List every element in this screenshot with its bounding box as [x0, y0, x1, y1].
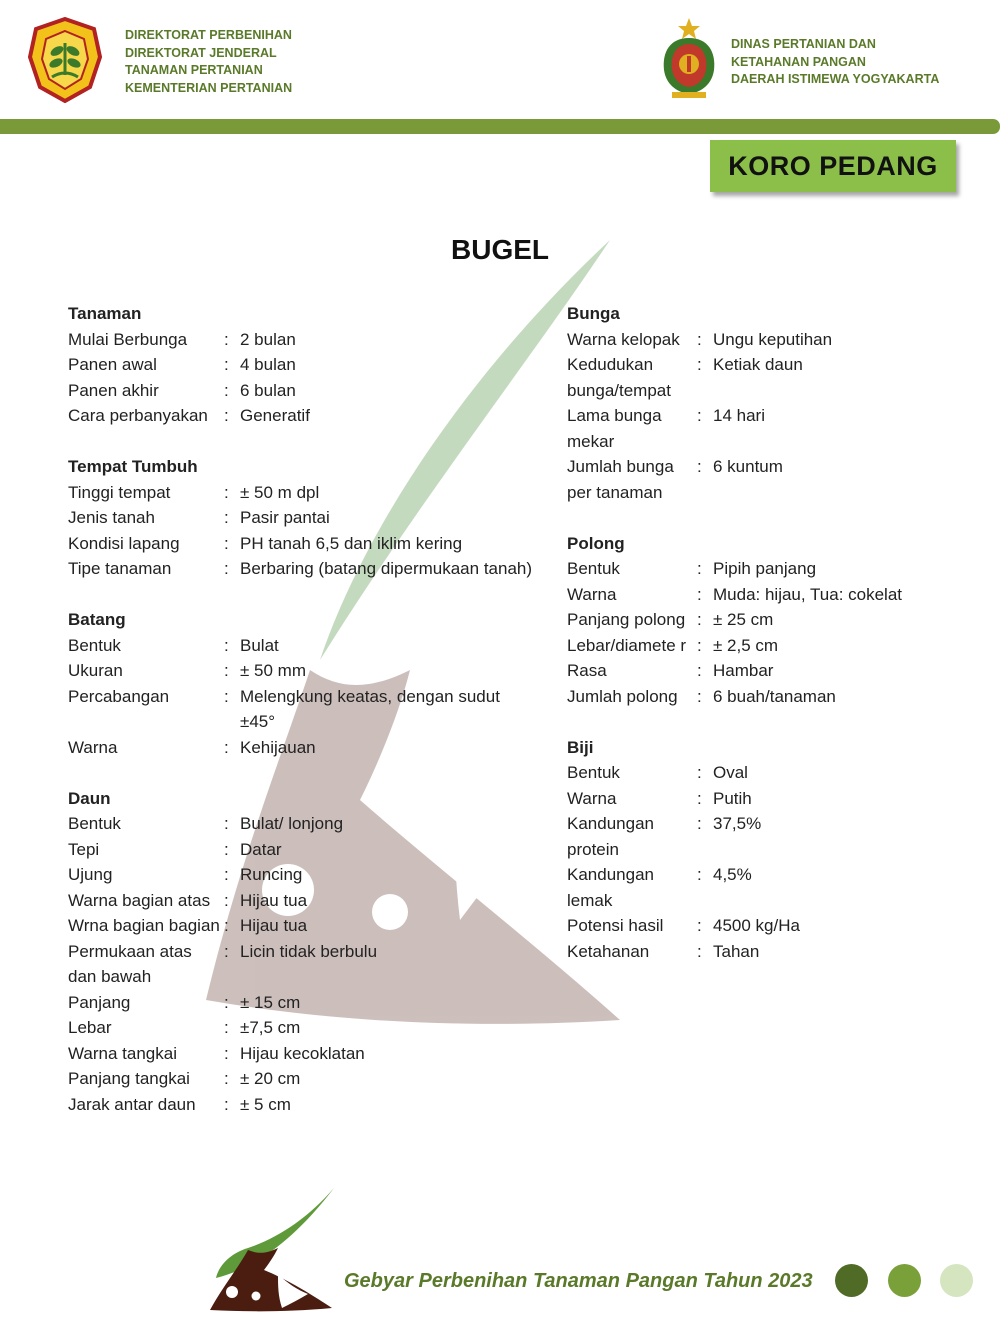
ministry-logo	[28, 17, 102, 103]
spec-label: Warna	[68, 737, 118, 757]
section-title: Biji	[567, 737, 594, 757]
spec-value: Ungu keputihan	[713, 329, 833, 349]
spec-row	[567, 454, 987, 505]
spec-label: Kandungan protein	[567, 814, 654, 859]
spec-row	[68, 913, 538, 939]
colon-separator: :	[224, 661, 229, 680]
spec-value: Tahan	[713, 941, 760, 961]
spec-row	[68, 327, 538, 353]
spec-label: Jenis tanah	[68, 508, 155, 527]
spec-label: Rasa	[567, 661, 607, 680]
section-title: Daun	[68, 788, 111, 808]
spec-label: Ujung	[68, 865, 113, 884]
spec-row	[567, 760, 987, 786]
spec-value: ± 20 cm	[240, 1069, 301, 1088]
spec-label: Panjang polong	[567, 610, 686, 629]
spec-label: Lebar/diamete r	[567, 635, 687, 655]
spec-label: Jarak antar daun	[68, 1094, 196, 1114]
spec-value: Bulat	[240, 635, 279, 655]
spec-label: Permukaan atas dan bawah	[68, 941, 192, 986]
spec-row	[68, 1015, 538, 1041]
spec-row	[567, 352, 987, 403]
spec-value: 6 buah/tanaman	[713, 686, 836, 706]
spec-label: Jumlah polong	[567, 686, 678, 706]
colon-separator: :	[224, 559, 229, 578]
spec-row	[68, 531, 538, 557]
colon-separator: :	[697, 559, 702, 578]
spec-value: Kehijauan	[240, 737, 316, 757]
spec-row	[567, 403, 987, 454]
colon-separator: :	[224, 355, 229, 374]
section-title: Bunga	[567, 304, 620, 323]
spec-row	[567, 786, 987, 812]
colon-separator: :	[224, 1069, 229, 1088]
spec-row	[68, 352, 538, 378]
colon-separator: :	[697, 584, 702, 604]
footer-event-title: Gebyar Perbenihan Tanaman Pangan Tahun 2023	[344, 1270, 813, 1292]
spec-row	[68, 1041, 538, 1067]
footer-leaf-logo	[208, 1188, 338, 1312]
colon-separator: :	[697, 788, 702, 808]
spec-row	[68, 1092, 538, 1118]
spec-row	[567, 607, 987, 633]
colon-separator: :	[224, 737, 229, 757]
org-left-line: TANAMAN PERTANIAN	[125, 63, 263, 77]
variety-name: BUGEL	[451, 234, 549, 265]
spec-label: Panen awal	[68, 355, 157, 374]
spec-value: Hijau kecoklatan	[240, 1043, 365, 1063]
colon-separator: :	[697, 865, 702, 884]
spec-row	[68, 505, 538, 531]
spec-label: Mulai Berbunga	[68, 329, 188, 349]
spec-section	[68, 301, 538, 429]
spec-label: Tipe tanaman	[68, 559, 172, 578]
spec-row	[68, 888, 538, 914]
colon-separator: :	[697, 457, 702, 476]
colon-separator: :	[224, 941, 229, 961]
spec-row	[68, 658, 538, 684]
spec-value: Melengkung keatas, dengan sudut ±45°	[240, 686, 500, 731]
spec-value: ± 50 mm	[240, 661, 307, 680]
spec-row	[68, 480, 538, 506]
spec-row	[68, 862, 538, 888]
org-left-name	[125, 27, 292, 97]
spec-label: Warna tangkai	[68, 1043, 177, 1063]
section-title: Batang	[68, 610, 126, 629]
org-right-line: KETAHANAN PANGAN	[731, 54, 866, 69]
spec-row	[68, 811, 538, 837]
spec-value: Ketiak daun	[713, 355, 803, 374]
colon-separator: :	[697, 686, 702, 706]
colon-separator: :	[697, 329, 702, 349]
spec-label: Ketahanan	[567, 941, 650, 961]
org-right-line: DAERAH ISTIMEWA YOGYAKARTA	[731, 72, 940, 86]
spec-row	[68, 1066, 538, 1092]
spec-section	[68, 607, 538, 760]
spec-value: ± 25 cm	[713, 610, 774, 629]
colon-separator: :	[224, 890, 229, 910]
spec-value: Berbaring (batang dipermukaan tanah)	[240, 559, 533, 578]
spec-value: Hambar	[713, 661, 774, 680]
spec-row	[68, 837, 538, 863]
spec-row	[567, 913, 987, 939]
spec-label: Kondisi lapang	[68, 533, 180, 553]
colon-separator: :	[224, 533, 229, 553]
spec-label: Kedudukan bunga/tempat	[567, 355, 671, 400]
spec-value: 4 bulan	[240, 355, 296, 374]
colon-separator: :	[224, 686, 229, 706]
colon-separator: :	[697, 610, 702, 629]
spec-value: Datar	[240, 839, 282, 859]
colon-separator: :	[224, 839, 229, 859]
commodity-title-box	[710, 140, 956, 192]
spec-value: ± 50 m dpl	[240, 482, 320, 502]
spec-value: Oval	[713, 763, 748, 782]
spec-section	[68, 454, 538, 582]
spec-value: ± 2,5 cm	[713, 635, 779, 655]
spec-label: Cara perbanyakan	[68, 406, 208, 425]
spec-label: Warna	[567, 788, 617, 808]
commodity-title: KORO PEDANG	[728, 150, 938, 181]
spec-label: Warna bagian atas	[68, 890, 211, 910]
colon-separator: :	[224, 1043, 229, 1063]
colon-separator: :	[697, 635, 702, 655]
spec-value: Putih	[713, 788, 752, 808]
org-left-line: DIREKTORAT JENDERAL	[125, 45, 277, 60]
spec-row	[567, 633, 987, 659]
spec-value: Muda: hijau, Tua: cokelat	[713, 584, 903, 604]
spec-row	[68, 735, 538, 761]
colon-separator: :	[224, 1018, 229, 1037]
header-divider-bar	[0, 119, 1000, 134]
spec-value: ± 15 cm	[240, 992, 301, 1012]
spec-value: Pipih panjang	[713, 559, 817, 578]
colon-separator: :	[224, 406, 229, 425]
colon-separator: :	[697, 763, 702, 782]
spec-section	[567, 531, 987, 710]
colon-separator: :	[697, 916, 702, 935]
spec-label: Tinggi tempat	[68, 482, 171, 502]
spec-value: 37,5%	[713, 814, 762, 833]
colon-separator: :	[224, 1094, 229, 1114]
spec-value: Hijau tua	[240, 890, 308, 910]
spec-value: ± 5 cm	[240, 1094, 291, 1114]
spec-row	[68, 939, 538, 990]
spec-value: Bulat/ lonjong	[240, 814, 344, 833]
spec-label: Tepi	[68, 839, 100, 859]
spec-row	[567, 327, 987, 353]
section-title: Tempat Tumbuh	[68, 457, 198, 476]
spec-row	[68, 556, 538, 582]
spec-label: Bentuk	[567, 559, 620, 578]
spec-label: Kandungan lemak	[567, 865, 654, 910]
spec-value: Licin tidak berbulu	[240, 941, 378, 961]
colon-separator: :	[697, 406, 702, 425]
footer-dot-mid	[888, 1264, 921, 1297]
spec-row	[68, 990, 538, 1016]
spec-value: PH tanah 6,5 dan iklim kering	[240, 533, 463, 553]
diy-emblem-logo	[658, 16, 720, 100]
spec-row	[68, 684, 538, 735]
colon-separator: :	[697, 941, 702, 961]
spec-value: 2 bulan	[240, 329, 296, 349]
right-spec-column	[567, 301, 987, 990]
left-spec-column	[68, 301, 538, 1143]
colon-separator: :	[224, 635, 229, 655]
spec-value: Runcing	[240, 865, 303, 884]
spec-label: Lebar	[68, 1018, 112, 1037]
colon-separator: :	[697, 661, 702, 680]
spec-value: 6 bulan	[240, 380, 296, 400]
org-left-line: DIREKTORAT PERBENIHAN	[125, 28, 292, 42]
spec-section	[68, 786, 538, 1118]
spec-value: 14 hari	[713, 406, 765, 425]
spec-row	[567, 582, 987, 608]
spec-label: Wrna bagian bagian	[68, 916, 220, 935]
spec-label: Warna	[567, 584, 617, 604]
spec-label: Ukuran	[68, 661, 123, 680]
spec-label: Panjang	[68, 992, 131, 1012]
spec-label: Panjang tangkai	[68, 1069, 190, 1088]
spec-value: ±7,5 cm	[240, 1018, 301, 1037]
section-title: Polong	[567, 533, 625, 553]
colon-separator: :	[224, 508, 229, 527]
colon-separator: :	[224, 482, 229, 502]
spec-value: Pasir pantai	[240, 508, 330, 527]
section-title: Tanaman	[68, 304, 142, 323]
colon-separator: :	[224, 992, 229, 1012]
spec-value: Hijau tua	[240, 916, 308, 935]
footer-dot-dark	[835, 1264, 868, 1297]
spec-row	[68, 378, 538, 404]
spec-label: Warna kelopak	[567, 329, 680, 349]
spec-label: Jumlah bunga per tanaman	[567, 457, 674, 502]
spec-value: 4500 kg/Ha	[713, 916, 800, 935]
spec-label: Bentuk	[68, 635, 121, 655]
colon-separator: :	[224, 380, 229, 400]
spec-row	[567, 862, 987, 913]
colon-separator: :	[697, 814, 702, 833]
spec-value: 4,5%	[713, 865, 752, 884]
colon-separator: :	[224, 814, 229, 833]
colon-separator: :	[697, 355, 702, 374]
spec-label: Panen akhir	[68, 380, 159, 400]
spec-label: Bentuk	[567, 763, 620, 782]
colon-separator: :	[224, 329, 229, 349]
spec-row	[68, 633, 538, 659]
spec-section	[567, 735, 987, 965]
spec-label: Bentuk	[68, 814, 121, 833]
spec-row	[68, 403, 538, 429]
spec-label: Potensi hasil	[567, 916, 664, 935]
spec-row	[567, 684, 987, 710]
spec-label: Lama bunga mekar	[567, 406, 662, 451]
colon-separator: :	[224, 865, 229, 884]
org-right-name	[731, 36, 939, 89]
spec-row	[567, 939, 987, 965]
spec-row	[567, 658, 987, 684]
spec-row	[567, 556, 987, 582]
spec-label: Percabangan	[68, 686, 170, 706]
org-left-line: KEMENTERIAN PERTANIAN	[125, 80, 293, 95]
footer-dot-light	[940, 1264, 973, 1297]
spec-value: 6 kuntum	[713, 457, 783, 476]
colon-separator: :	[224, 916, 229, 935]
spec-value: Generatif	[240, 406, 310, 425]
org-right-line: DINAS PERTANIAN DAN	[731, 37, 876, 51]
spec-row	[567, 811, 987, 862]
spec-section	[567, 301, 987, 505]
